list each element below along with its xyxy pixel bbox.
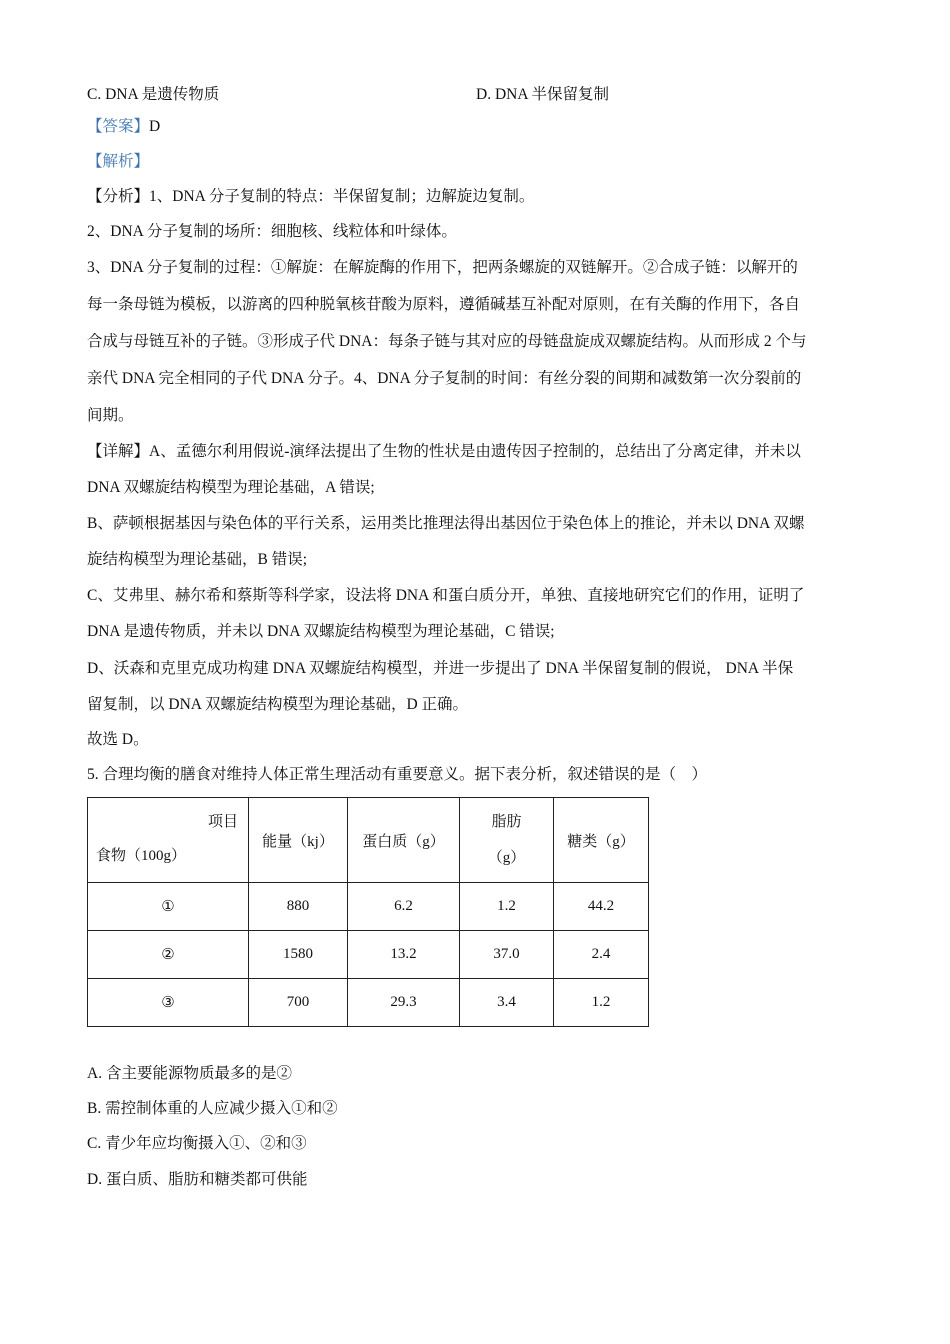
answer-value: D	[149, 118, 161, 135]
table-row	[88, 979, 649, 1027]
choice-c: C. 青少年应均衡摄入①、②和③	[87, 1135, 307, 1152]
analysis-line: 【分析】1、DNA 分子复制的特点：半保留复制；边解旋边复制。	[87, 188, 535, 205]
header-sugar: 糖类（g）	[554, 798, 649, 883]
header-energy: 能量（kj）	[249, 798, 348, 883]
analysis-label: 【解析】	[87, 153, 150, 170]
detail-line: 留复制，以 DNA 双螺旋结构模型为理论基础，D 正确。	[87, 696, 469, 713]
choice-d: D. 蛋白质、脂肪和糖类都可供能	[87, 1171, 308, 1188]
header-protein: 蛋白质（g）	[348, 798, 460, 883]
nutrition-table	[87, 797, 649, 1027]
analysis-line: 2、DNA 分子复制的场所：细胞核、线粒体和叶绿体。	[87, 223, 457, 240]
detail-line: 旋结构模型为理论基础，B 错误;	[87, 551, 308, 568]
cell-fat: 37.0	[460, 931, 554, 979]
question-stem: 5. 合理均衡的膳食对维持人体正常生理活动有重要意义。据下表分析，叙述错误的是（ ）	[87, 766, 708, 783]
header-fat-line1: 脂肪	[491, 814, 522, 830]
cell-energy: 700	[249, 979, 348, 1027]
cell-food: ②	[88, 931, 249, 979]
analysis-line: 间期。	[87, 407, 134, 424]
cell-protein: 29.3	[348, 979, 460, 1027]
detail-line: 【详解】A、孟德尔利用假说-演绎法提出了生物的性状是由遗传因子控制的，总结出了分离定律，并未以	[87, 443, 801, 460]
detail-line: D、沃森和克里克成功构建 DNA 双螺旋结构模型，并进一步提出了 DNA 半保留复制的假说， DNA 半保	[87, 660, 794, 677]
answer-label: 【答案】	[87, 118, 150, 135]
cell-fat: 3.4	[460, 979, 554, 1027]
choice-b: B. 需控制体重的人应减少摄入①和②	[87, 1100, 338, 1117]
option-c: C. DNA 是遗传物质	[87, 86, 220, 103]
detail-line: DNA 是遗传物质，并未以 DNA 双螺旋结构模型为理论基础，C 错误;	[87, 623, 555, 640]
choice-a: A. 含主要能源物质最多的是②	[87, 1065, 292, 1082]
corner-bottom-label: 食物（100g）	[96, 848, 187, 864]
cell-protein: 6.2	[348, 883, 460, 931]
table-row	[88, 883, 649, 931]
table-row	[88, 931, 649, 979]
cell-protein: 13.2	[348, 931, 460, 979]
cell-sugar: 44.2	[554, 883, 649, 931]
analysis-line: 3、DNA 分子复制的过程：①解旋：在解旋酶的作用下，把两条螺旋的双链解开。②合成子链：以解开的	[87, 259, 798, 276]
answer-line	[87, 117, 160, 137]
table-header-row	[88, 798, 649, 883]
cell-food: ①	[88, 883, 249, 931]
analysis-line: 亲代 DNA 完全相同的子代 DNA 分子。4、DNA 分子复制的时间：有丝分裂的间期和减数第一次分裂前的	[87, 370, 802, 387]
cell-sugar: 2.4	[554, 931, 649, 979]
corner-top-label: 项目	[207, 814, 238, 830]
analysis-line: 合成与母链互补的子链。③形成子代 DNA：每条子链与其对应的母链盘旋成双螺旋结构。从而形成 2 个与	[87, 333, 807, 350]
cell-fat: 1.2	[460, 883, 554, 931]
detail-line: C、艾弗里、赫尔希和蔡斯等科学家，设法将 DNA 和蛋白质分开，单独、直接地研究它们的作用，证明了	[87, 587, 805, 604]
conclusion-line: 故选 D。	[87, 731, 149, 748]
header-fat	[460, 798, 554, 883]
cell-energy: 880	[249, 883, 348, 931]
detail-line: B、萨顿根据基因与染色体的平行关系，运用类比推理法得出基因位于染色体上的推论，并未以 DNA 双螺	[87, 515, 805, 532]
cell-energy: 1580	[249, 931, 348, 979]
corner-cell	[88, 798, 249, 883]
detail-line: DNA 双螺旋结构模型为理论基础，A 错误;	[87, 479, 375, 496]
header-fat-line2: （g）	[487, 850, 526, 866]
cell-food: ③	[88, 979, 249, 1027]
option-d: D. DNA 半保留复制	[476, 86, 610, 103]
analysis-line: 每一条母链为模板，以游离的四种脱氧核苷酸为原料，遵循碱基互补配对原则，在有关酶的作用下，各自	[87, 296, 801, 313]
cell-sugar: 1.2	[554, 979, 649, 1027]
